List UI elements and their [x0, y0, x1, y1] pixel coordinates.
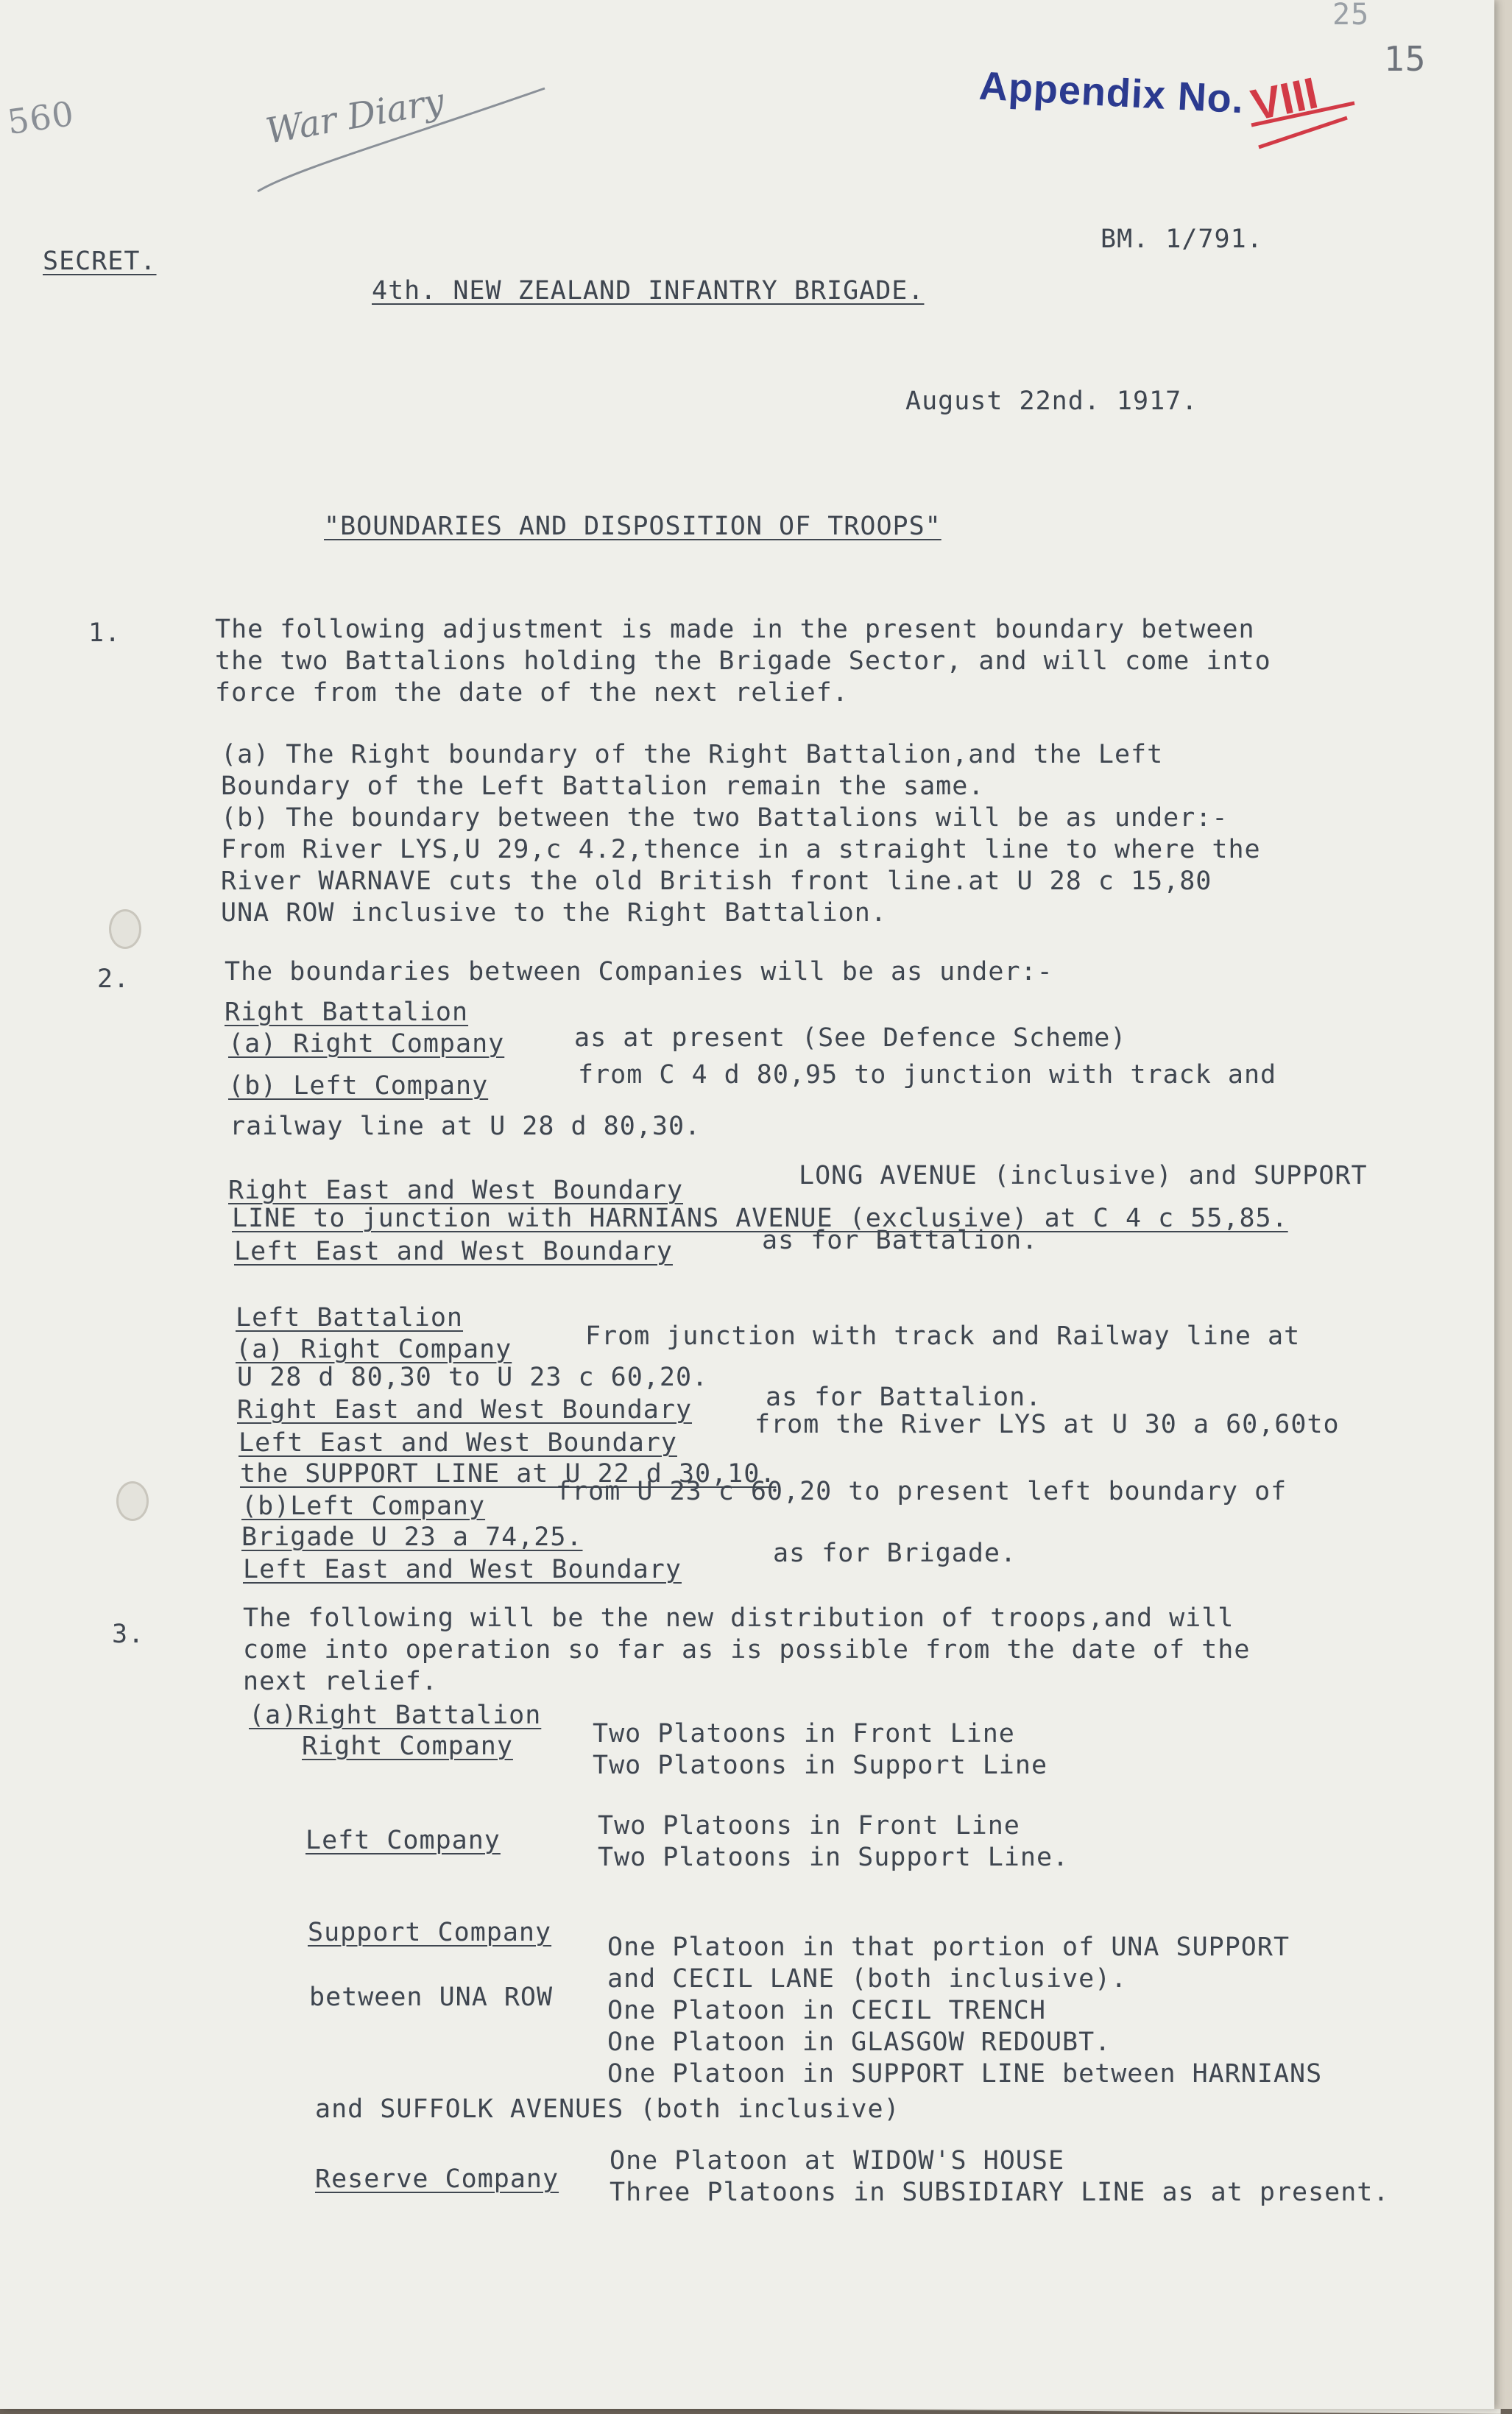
- section-1-line: force from the date of the next relief.: [215, 678, 849, 707]
- left-battalion-left-ew-text: from the River LYS at U 30 a 60,60to: [755, 1410, 1340, 1439]
- left-battalion-left-ew-cont: the SUPPORT LINE at U 22 d 30,10.: [240, 1459, 777, 1489]
- right-east-west-boundary-cont: LINE to junction with HARNIANS AVENUE (exclusive) at C 4 c 55,85.: [232, 1204, 1288, 1233]
- folio-number: 560: [4, 93, 77, 143]
- left-battalion-right-ew-text: as for Battalion.: [766, 1383, 1042, 1412]
- section-2-number: 2.: [97, 964, 130, 994]
- left-battalion-left-company-cont: Brigade U 23 a 74,25.: [241, 1522, 583, 1552]
- left-battalion-left-ew2-text: as for Brigade.: [773, 1539, 1017, 1568]
- stamp-strike-mark: [1244, 81, 1362, 162]
- right-company-label: (a) Right Company: [228, 1029, 505, 1059]
- section-1-sub-line: (a) The Right boundary of the Right Battalion,and the Left: [221, 740, 1164, 769]
- section-1-number: 1.: [88, 618, 121, 648]
- dist-reserve-line: One Platoon at WIDOW'S HOUSE: [610, 2146, 1065, 2175]
- left-battalion-left-company-label: (b)Left Company: [241, 1492, 486, 1521]
- dist-support-between: between UNA ROW: [309, 1983, 554, 2012]
- dist-reserve-line: Three Platoons in SUBSIDIARY LINE as at present.: [610, 2178, 1390, 2207]
- dist-support-and: and SUFFOLK AVENUES (both inclusive): [315, 2094, 900, 2124]
- dist-support-line: and CECIL LANE (both inclusive).: [607, 1964, 1128, 1994]
- section-3-line: The following will be the new distribution of troops,and will: [243, 1603, 1234, 1633]
- dist-support-line: One Platoon in CECIL TRENCH: [607, 1996, 1046, 2025]
- punch-hole: [116, 1481, 149, 1521]
- dist-support-line: One Platoon in GLASGOW REDOUBT.: [607, 2027, 1112, 2057]
- section-1-sub-line: UNA ROW inclusive to the Right Battalion.: [221, 898, 887, 928]
- dist-support-company-label: Support Company: [308, 1918, 552, 1947]
- dist-left-company-line: Two Platoons in Front Line: [598, 1811, 1020, 1841]
- dist-left-company-label: Left Company: [305, 1826, 501, 1855]
- left-battalion-left-company-text: from U 23 c 60,20 to present left boundary of: [556, 1477, 1287, 1506]
- section-1-sub-line: River WARNAVE cuts the old British front line.at U 28 c 15,80: [221, 867, 1212, 896]
- left-battalion-heading: Left Battalion: [236, 1303, 464, 1333]
- section-3-line: next relief.: [243, 1667, 438, 1696]
- section-3-line: come into operation so far as is possible from the date of the: [243, 1635, 1251, 1665]
- left-battalion-left-ew2-label: Left East and West Boundary: [243, 1555, 682, 1584]
- left-east-west-boundary-label: Left East and West Boundary: [234, 1237, 673, 1266]
- document-date: August 22nd. 1917.: [905, 387, 1198, 416]
- appendix-stamp-number: VIII: [1247, 68, 1323, 130]
- appendix-stamp-label: Appendix No.: [978, 63, 1246, 122]
- left-battalion-right-company-label: (a) Right Company: [236, 1335, 512, 1364]
- secret-marking: SECRET.: [43, 247, 157, 276]
- left-battalion-right-ew-label: Right East and West Boundary: [237, 1395, 693, 1425]
- dist-reserve-company-label: Reserve Company: [315, 2164, 559, 2194]
- punch-hole: [109, 909, 141, 949]
- right-east-west-boundary-text: LONG AVENUE (inclusive) and SUPPORT: [799, 1161, 1368, 1190]
- section-1-sub-line: From River LYS,U 29,c 4.2,thence in a straight line to where the: [221, 835, 1261, 864]
- dist-right-company-line: Two Platoons in Front Line: [593, 1719, 1015, 1748]
- section-1-line: the two Battalions holding the Brigade Sector, and will come into: [215, 646, 1271, 676]
- section-3-number: 3.: [112, 1620, 145, 1649]
- page-number: 15: [1384, 39, 1427, 79]
- dist-support-line: One Platoon in that portion of UNA SUPPORT: [607, 1933, 1290, 1962]
- left-east-west-boundary-text: as for Battalion.: [762, 1226, 1039, 1255]
- right-company-text: as at present (See Defence Scheme): [574, 1023, 1127, 1053]
- left-battalion-left-ew-label: Left East and West Boundary: [239, 1428, 677, 1458]
- pencil-swoosh: [250, 74, 559, 206]
- right-battalion-distribution-heading: (a)Right Battalion: [249, 1701, 542, 1730]
- right-east-west-boundary-label: Right East and West Boundary: [228, 1176, 684, 1205]
- dist-support-line: One Platoon in SUPPORT LINE between HARNIANS: [607, 2059, 1323, 2089]
- dist-right-company-label: Right Company: [302, 1732, 513, 1761]
- left-company-text-cont: railway line at U 28 d 80,30.: [230, 1112, 702, 1141]
- left-company-label: (b) Left Company: [228, 1071, 489, 1101]
- section-1-sub-line: Boundary of the Left Battalion remain the same.: [221, 772, 985, 801]
- section-2-intro: The boundaries between Companies will be as under:-: [225, 957, 1053, 987]
- dist-right-company-line: Two Platoons in Support Line: [593, 1751, 1048, 1780]
- right-battalion-heading: Right Battalion: [225, 998, 469, 1027]
- left-company-text: from C 4 d 80,95 to junction with track and: [578, 1060, 1277, 1090]
- reference-number: BM. 1/791.: [1101, 225, 1263, 254]
- section-1-sub-line: (b) The boundary between the two Battalions will be as under:-: [221, 803, 1229, 833]
- unit-heading: 4th. NEW ZEALAND INFANTRY BRIGADE.: [372, 276, 925, 306]
- subject-heading: "BOUNDARIES AND DISPOSITION OF TROOPS": [324, 512, 942, 541]
- left-battalion-right-company-text: From junction with track and Railway line at: [585, 1321, 1301, 1351]
- left-battalion-right-company-cont: U 28 d 80,30 to U 23 c 60,20.: [237, 1363, 709, 1392]
- war-diary-annotation: War Diary: [262, 80, 448, 152]
- section-1-line: The following adjustment is made in the present boundary between: [215, 615, 1255, 644]
- top-mark: 25: [1332, 0, 1370, 32]
- dist-left-company-line: Two Platoons in Support Line.: [598, 1843, 1070, 1872]
